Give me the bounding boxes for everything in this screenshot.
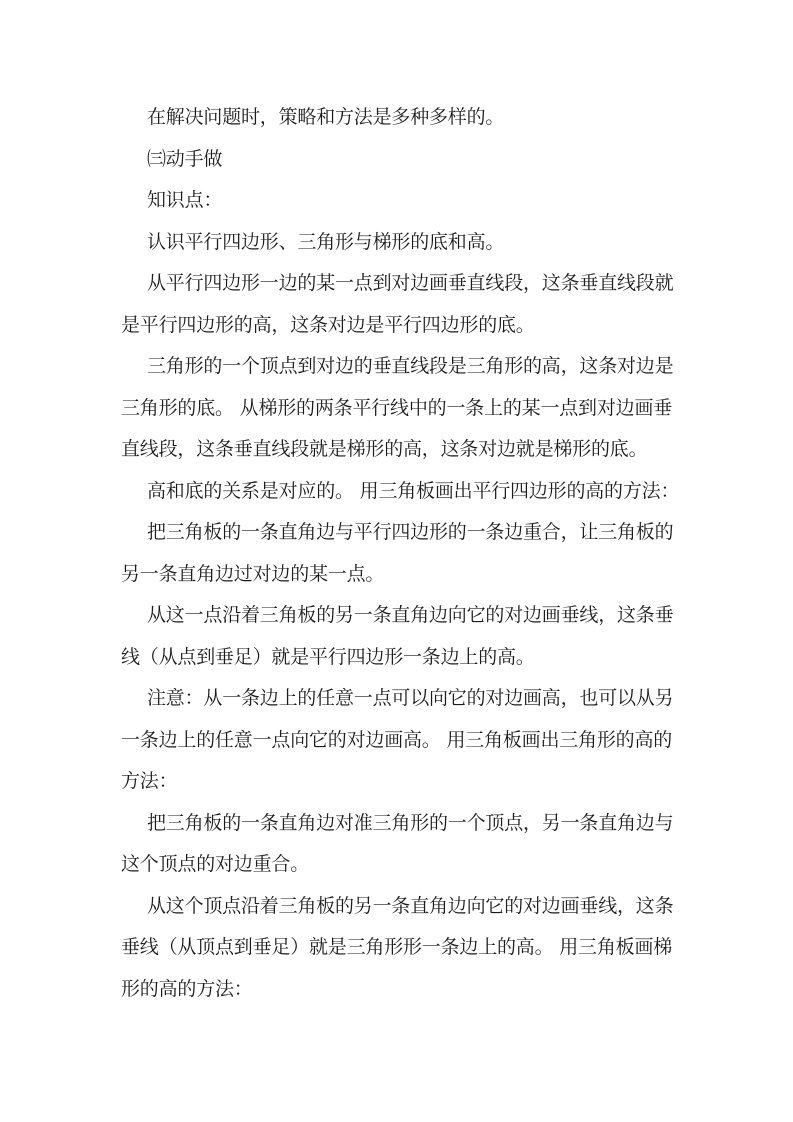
text-line: 方法： — [121, 770, 178, 792]
document-page — [121, 97, 680, 1010]
text-line: 直线段，这条垂直线段就是梯形的高，这条对边就是梯形的底。 — [121, 438, 648, 460]
text-line: 把三角板的一条直角边对准三角形的一个顶点，另一条直角边与 — [147, 811, 674, 834]
text-line: ㈢动手做 — [147, 147, 223, 170]
text-line: 从这一点沿着三角板的另一条直角边向它的对边画垂线，这条垂 — [147, 604, 674, 626]
text-line: 在解决问题时，策略和方法是多种多样的。 — [147, 106, 505, 128]
text-line: 高和底的关系是对应的。 用三角板画出平行四边形的高的方法： — [147, 479, 680, 502]
text-line: 认识平行四边形、三角形与梯形的底和高。 — [147, 230, 505, 253]
text-line: 一条边上的任意一点向它的对边画高。 用三角板画出三角形的高的 — [121, 728, 673, 751]
text-line: 线（从点到垂足）就是平行四边形一条边上的高。 — [121, 645, 535, 668]
text-line: 从平行四边形一边的某一点到对边画垂直线段，这条垂直线段就 — [147, 272, 674, 294]
text-line: 三角形的一个顶点到对边的垂直线段是三角形的高，这条对边是 — [147, 355, 674, 377]
text-line: 从这个顶点沿着三角板的另一条直角边向它的对边画垂线，这条 — [147, 894, 674, 917]
text-line: 这个顶点的对边重合。 — [121, 853, 310, 875]
text-line: 垂线（从顶点到垂足）就是三角形形一条边上的高。 用三角板画梯 — [121, 936, 673, 958]
text-line: 是平行四边形的高，这条对边是平行四边形的底。 — [121, 313, 535, 336]
text-line: 三角形的底。 从梯形的两条平行线中的一条上的某一点到对边画垂 — [121, 396, 673, 419]
text-line: 另一条直角边过对边的某一点。 — [121, 562, 385, 585]
text-line: 形的高的方法： — [121, 977, 253, 1000]
text-line: 把三角板的一条直角边与平行四边形的一条边重合，让三角板的 — [147, 521, 674, 543]
text-line: 知识点： — [147, 189, 223, 211]
text-line: 注意：从一条边上的任意一点可以向它的对边画高，也可以从另 — [147, 687, 674, 709]
